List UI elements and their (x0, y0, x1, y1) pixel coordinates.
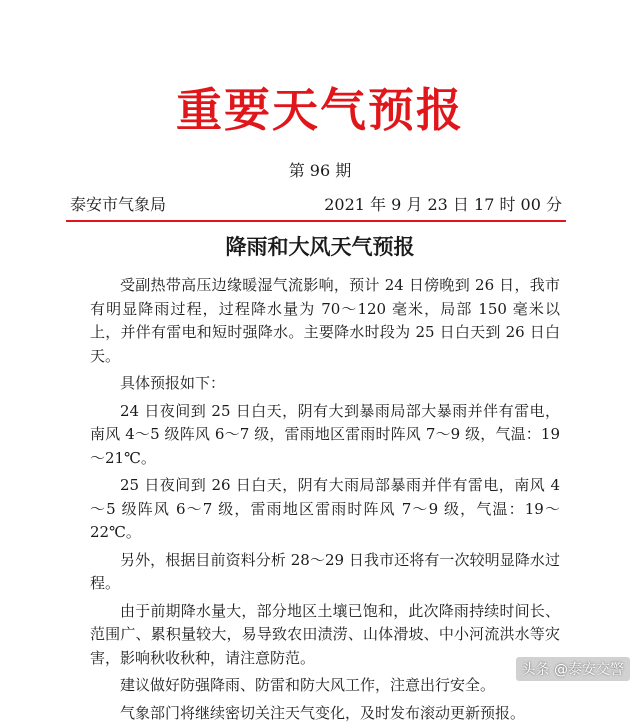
issuing-agency: 泰安市气象局 (70, 193, 166, 217)
document-title: 重要天气预报 (0, 80, 640, 140)
paragraph: 另外，根据目前资料分析 28～29 日我市还将有一次较明显降水过程。 (90, 549, 560, 596)
issue-datetime: 2021 年 9 月 23 日 17 时 00 分 (324, 193, 562, 217)
paragraph: 建议做好防强降雨、防雷和防大风工作，注意出行安全。 (90, 674, 560, 698)
paragraph: 受副热带高压边缘暖湿气流影响，预计 24 日傍晚到 26 日，我市有明显降雨过程，过程降水量为 70～120 毫米，局部 150 毫米以上，并伴有雷电和短时强降水。主要降水时段为 25 日白天到 26 日白天。 (90, 274, 560, 368)
source-watermark: 头条 @泰安交警 (516, 657, 630, 681)
red-divider (66, 220, 566, 222)
paragraph: 气象部门将继续密切关注天气变化，及时发布滚动更新预报。 (90, 702, 560, 725)
forecast-body (90, 274, 560, 725)
paragraph: 24 日夜间到 25 日白天，阴有大到暴雨局部大暴雨并伴有雷电，南风 4～5 级阵风 6～7 级，雷雨地区雷雨时阵风 7～9 级，气温：19～21℃。 (90, 400, 560, 471)
paragraph: 具体预报如下： (90, 372, 560, 396)
paragraph: 由于前期降水量大，部分地区土壤已饱和，此次降雨持续时间长、范围广、累积量较大，易导致农田渍涝、山体滑坡、中小河流洪水等灾害，影响秋收秋种，请注意防范。 (90, 600, 560, 671)
forecast-subtitle: 降雨和大风天气预报 (0, 232, 640, 262)
issue-number: 第 96 期 (0, 160, 640, 182)
issuer-row (70, 193, 562, 217)
paragraph: 25 日夜间到 26 日白天，阴有大雨局部暴雨并伴有雷电，南风 4～5 级阵风 6～7 级，雷雨地区雷雨时阵风 7～9 级，气温：19～22℃。 (90, 474, 560, 545)
